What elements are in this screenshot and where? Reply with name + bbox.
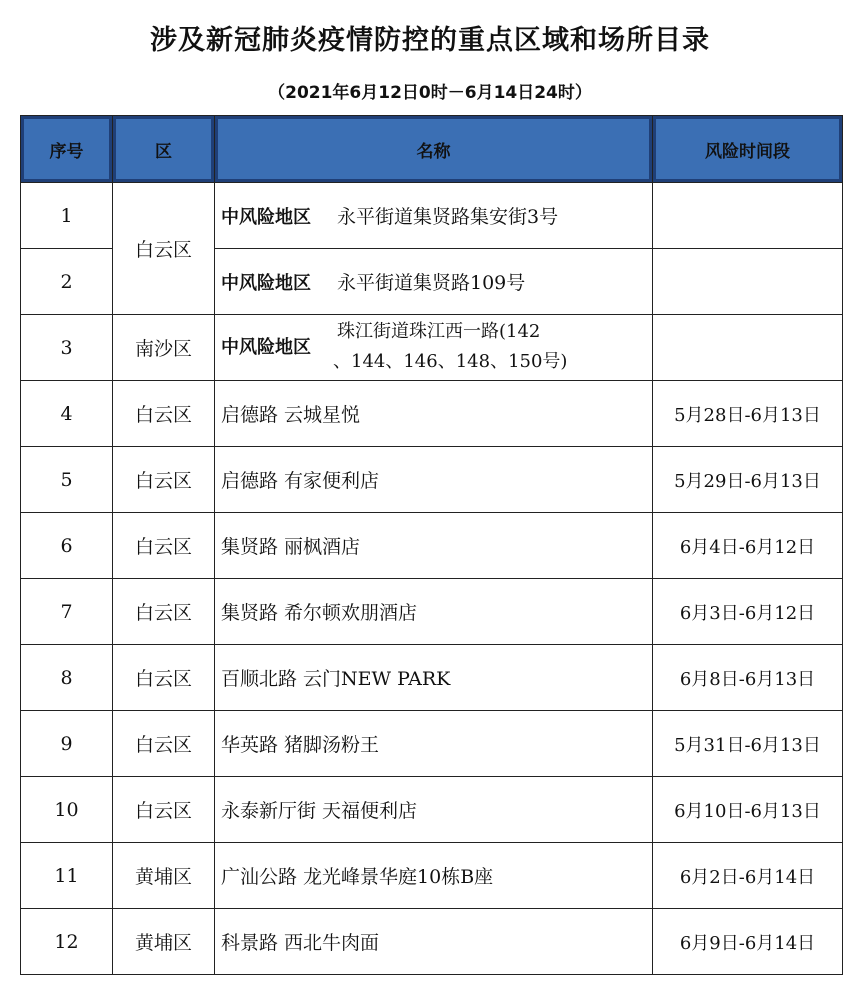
table-header-row xyxy=(21,116,843,183)
risk-areas-table xyxy=(20,115,843,975)
date-range-subtitle: （2021年6月12日0时－6月14日24时） xyxy=(268,83,592,103)
row-time: 6月2日-6月14日 xyxy=(653,843,843,909)
row-num: 3 xyxy=(21,315,113,381)
address-text: 永平街道集贤路集安街3号 xyxy=(337,206,559,228)
row-num: 11 xyxy=(21,843,113,909)
row-district: 黄埔区 xyxy=(113,843,215,909)
header-district: 区 xyxy=(113,116,215,183)
row-name: 集贤路 丽枫酒店 xyxy=(215,513,653,579)
row-time: 5月29日-6月13日 xyxy=(653,447,843,513)
row-time xyxy=(653,249,843,315)
table-row xyxy=(21,447,843,513)
table-row xyxy=(21,777,843,843)
row-time: 6月4日-6月12日 xyxy=(653,513,843,579)
row-name: 集贤路 希尔顿欢朋酒店 xyxy=(215,579,653,645)
row-time: 6月3日-6月12日 xyxy=(653,579,843,645)
table-row xyxy=(21,711,843,777)
row-name: 华英路 猪脚汤粉王 xyxy=(215,711,653,777)
row-name: 科景路 西北牛肉面 xyxy=(215,909,653,975)
document-title: 涉及新冠肺炎疫情防控的重点区域和场所目录 xyxy=(150,25,710,56)
address-line-1: 珠江街道珠江西一路(142 xyxy=(337,321,541,342)
row-time: 5月28日-6月13日 xyxy=(653,381,843,447)
row-num: 2 xyxy=(21,249,113,315)
row-district: 白云区 xyxy=(113,711,215,777)
row-district: 白云区 xyxy=(113,645,215,711)
row-name: 百顺北路 云门NEW PARK xyxy=(215,645,653,711)
table-row xyxy=(21,909,843,975)
table-row xyxy=(21,579,843,645)
row-time: 6月9日-6月14日 xyxy=(653,909,843,975)
header-num: 序号 xyxy=(21,116,113,183)
row-district: 白云区 xyxy=(113,381,215,447)
risk-level-label: 中风险地区 xyxy=(221,207,311,228)
header-time: 风险时间段 xyxy=(653,116,843,183)
row-district: 南沙区 xyxy=(113,315,215,381)
row-num: 8 xyxy=(21,645,113,711)
risk-level-label: 中风险地区 xyxy=(221,337,311,358)
table-row xyxy=(21,315,843,381)
table-row xyxy=(21,843,843,909)
row-num: 5 xyxy=(21,447,113,513)
row-name: 广汕公路 龙光峰景华庭10栋B座 xyxy=(215,843,653,909)
row-num: 9 xyxy=(21,711,113,777)
table-row xyxy=(21,381,843,447)
address-text: 永平街道集贤路109号 xyxy=(337,272,526,294)
row-time: 6月8日-6月13日 xyxy=(653,645,843,711)
row-name xyxy=(215,183,653,249)
address-line-2: 、144、146、148、150号) xyxy=(333,351,568,372)
table-row xyxy=(21,645,843,711)
row-name xyxy=(215,315,653,381)
row-district: 黄埔区 xyxy=(113,909,215,975)
row-name: 永泰新厅街 天福便利店 xyxy=(215,777,653,843)
row-num: 7 xyxy=(21,579,113,645)
table-row xyxy=(21,513,843,579)
row-name xyxy=(215,249,653,315)
row-district: 白云区 xyxy=(113,579,215,645)
row-district: 白云区 xyxy=(113,513,215,579)
row-name: 启德路 有家便利店 xyxy=(215,447,653,513)
row-district: 白云区 xyxy=(113,183,215,315)
row-time xyxy=(653,183,843,249)
row-time xyxy=(653,315,843,381)
row-time: 6月10日-6月13日 xyxy=(653,777,843,843)
row-num: 10 xyxy=(21,777,113,843)
row-num: 6 xyxy=(21,513,113,579)
row-num: 1 xyxy=(21,183,113,249)
address-text xyxy=(333,315,568,377)
row-district: 白云区 xyxy=(113,777,215,843)
risk-level-label: 中风险地区 xyxy=(221,273,311,294)
table-row xyxy=(21,183,843,249)
row-district: 白云区 xyxy=(113,447,215,513)
row-time: 5月31日-6月13日 xyxy=(653,711,843,777)
row-num: 12 xyxy=(21,909,113,975)
row-num: 4 xyxy=(21,381,113,447)
header-name: 名称 xyxy=(215,116,653,183)
row-name: 启德路 云城星悦 xyxy=(215,381,653,447)
